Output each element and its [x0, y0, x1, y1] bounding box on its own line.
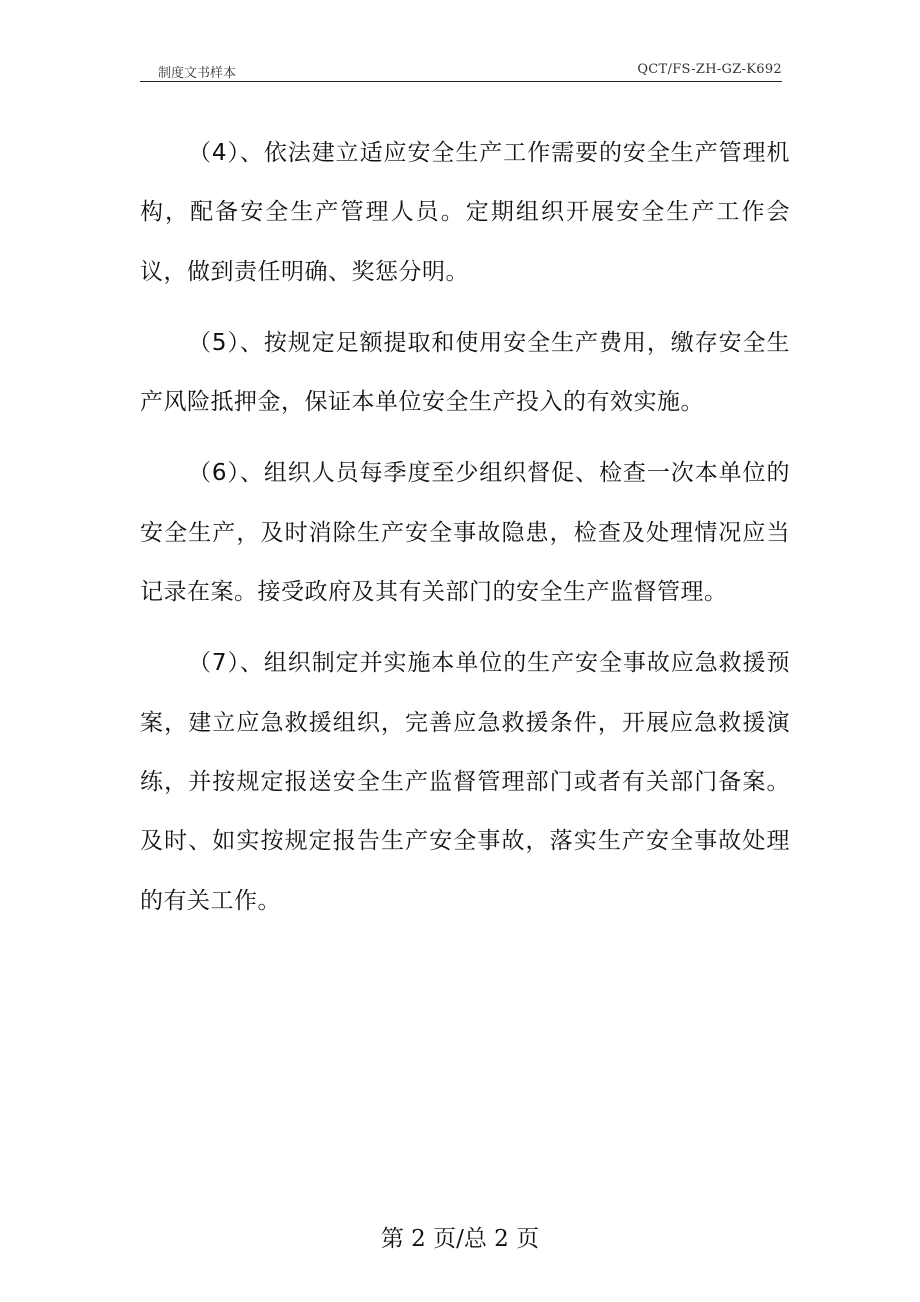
- header-document-code: QCT/FS-ZH-GZ-K692: [637, 62, 782, 77]
- paragraph-item-5: （5）、按规定足额提取和使用安全生产费用，缴存安全生产风险抵押金，保证本单位安全生产投入的有效实施。: [140, 329, 790, 416]
- document-body: [140, 124, 790, 935]
- page-number: 第 2 页/总 2 页: [380, 1226, 540, 1252]
- paragraph-item-6: （6）、组织人员每季度至少组织督促、检查一次本单位的安全生产，及时消除生产安全事故隐患，检查及处理情况应当记录在案。接受政府及其有关部门的安全生产监督管理。: [140, 460, 790, 606]
- header-document-type: 制度文书样本: [158, 66, 237, 81]
- paragraph-item-4: （4）、依法建立适应安全生产工作需要的安全生产管理机构，配备安全生产管理人员。定期组织开展安全生产工作会议，做到责任明确、奖惩分明。: [140, 140, 790, 285]
- header-divider: [140, 81, 782, 82]
- paragraph-item-7: （7）、组织制定并实施本单位的生产安全事故应急救援预案，建立应急救援组织，完善应急救援条件，开展应急救援演练，并按规定报送安全生产监督管理部门或者有关部门备案。及时、如实按规定报告生产安全事故，落实生产安全事故处理的有关工作。: [140, 650, 790, 914]
